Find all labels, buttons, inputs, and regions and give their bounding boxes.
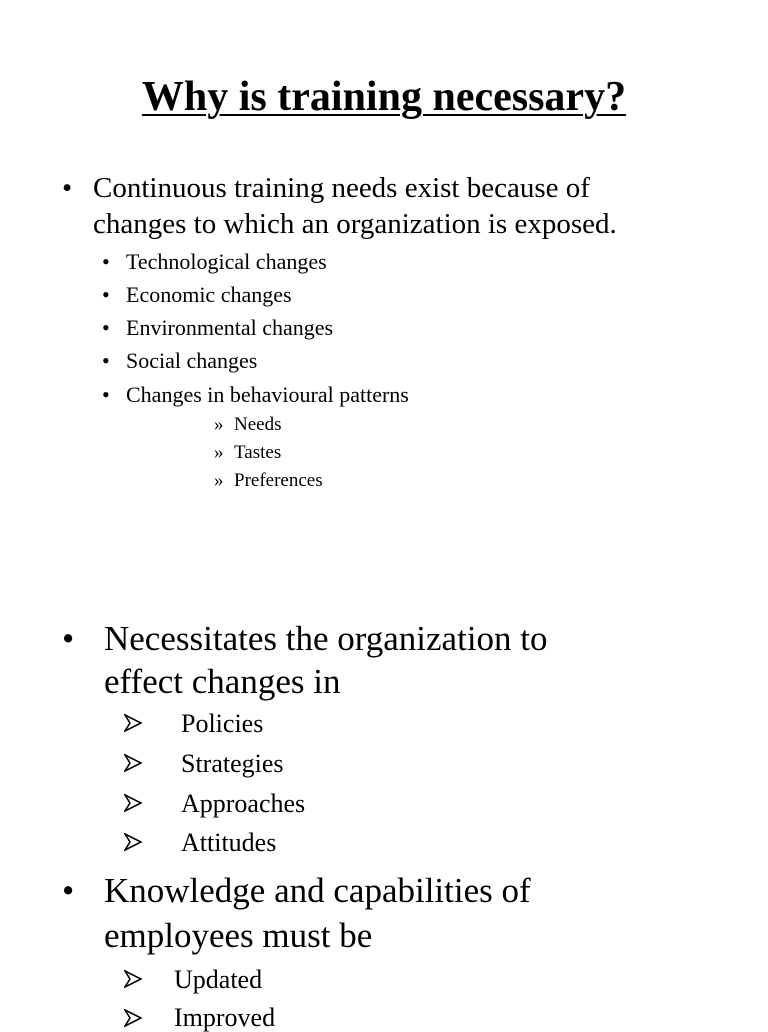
raquo-marker: » (214, 442, 224, 463)
slide-title: Why is training necessary? (141, 74, 627, 120)
sub-bullet-marker: • (102, 348, 110, 373)
section3-item: Improved (174, 1003, 276, 1032)
arrow-bullet-icon (124, 754, 142, 772)
arrow-bullet-icon (124, 1009, 142, 1027)
section2-item: Strategies (181, 749, 284, 778)
sub-bullet-marker: • (102, 382, 110, 407)
sub-bullet-marker: • (102, 282, 110, 307)
raquo-marker: » (214, 414, 224, 435)
arrow-bullet-icon (124, 833, 142, 851)
section2-item: Attitudes (181, 828, 277, 857)
section1-item: Environmental changes (126, 315, 334, 340)
section2-line1: Necessitates the organization to (104, 619, 548, 658)
section3-line2: employees must be (104, 916, 373, 955)
section2-item: Approaches (181, 789, 306, 818)
bullet-marker: • (62, 871, 75, 910)
section2-line2: effect changes in (104, 662, 341, 701)
bullet-marker: • (62, 172, 73, 204)
bullet-marker: • (62, 619, 75, 658)
section1-item: Economic changes (126, 282, 292, 307)
section2-item: Policies (181, 709, 264, 738)
section1-subitem: Preferences (234, 470, 323, 491)
section3-item: Updated (174, 965, 263, 994)
section1-line2: changes to which an organization is exposed. (93, 208, 617, 240)
sub-bullet-marker: • (102, 315, 110, 340)
arrow-bullet-icon (124, 714, 142, 732)
sub-bullet-marker: • (102, 249, 110, 274)
section1-line1: Continuous training needs exist because of (93, 172, 590, 204)
section1-subitem: Tastes (234, 442, 282, 463)
section1-item: Changes in behavioural patterns (126, 382, 409, 407)
raquo-marker: » (214, 470, 224, 491)
section1-subitem: Needs (234, 414, 282, 435)
arrow-bullet-icon (124, 970, 142, 988)
section3-line1: Knowledge and capabilities of (104, 871, 531, 910)
section1-item: Social changes (126, 348, 258, 373)
section1-item: Technological changes (126, 249, 327, 274)
arrow-bullet-icon (124, 794, 142, 812)
